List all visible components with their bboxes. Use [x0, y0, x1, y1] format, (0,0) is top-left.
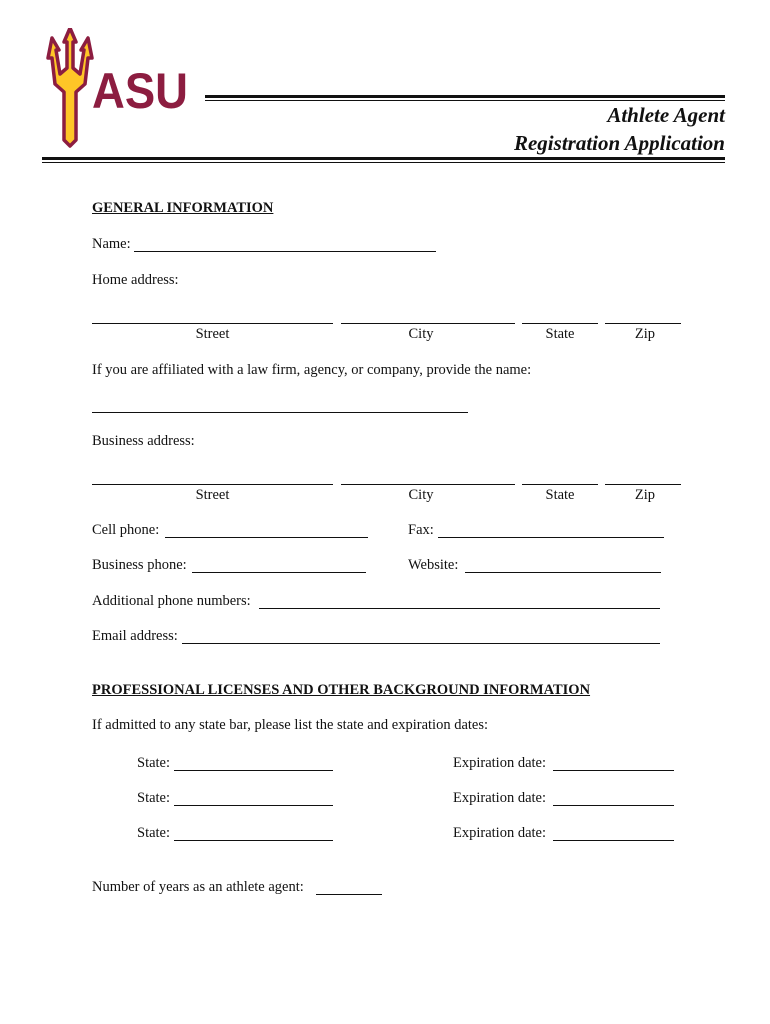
additional-phone-label: Additional phone numbers: [92, 593, 251, 609]
bar-state-field-3[interactable] [174, 840, 333, 841]
business-state-caption: State [545, 487, 575, 503]
title-line-2: Registration Application [513, 131, 725, 155]
bar-state-field-2[interactable] [174, 805, 333, 806]
business-city-caption: City [408, 487, 434, 503]
expiration-field-1[interactable] [553, 770, 674, 771]
business-zip-caption: Zip [634, 487, 656, 503]
bar-prompt: If admitted to any state bar, please list the state and expiration dates: [92, 717, 489, 733]
home-zip-field[interactable] [605, 323, 681, 324]
business-phone-label: Business phone: [92, 557, 187, 573]
home-state-caption: State [545, 326, 575, 342]
business-zip-field[interactable] [605, 484, 681, 485]
home-zip-caption: Zip [634, 326, 656, 342]
business-address-label: Business address: [92, 433, 195, 449]
asu-logo [40, 28, 190, 148]
expiration-field-2[interactable] [553, 805, 674, 806]
header-rule-bottom-thick [42, 157, 725, 160]
expiration-label-3: Expiration date: [453, 825, 547, 841]
cell-phone-field[interactable] [165, 537, 368, 538]
fax-field[interactable] [438, 537, 664, 538]
expiration-field-3[interactable] [553, 840, 674, 841]
bar-state-field-1[interactable] [174, 770, 333, 771]
header-rule-bottom-thin [42, 162, 725, 163]
header-rule-top-thin [205, 100, 725, 101]
years-field[interactable] [316, 894, 382, 895]
affiliation-field[interactable] [92, 412, 468, 413]
home-address-label: Home address: [92, 272, 179, 288]
expiration-label-2: Expiration date: [453, 790, 547, 806]
email-field[interactable] [182, 643, 660, 644]
business-city-field[interactable] [341, 484, 515, 485]
general-heading: GENERAL INFORMATION [92, 200, 274, 216]
business-phone-field[interactable] [192, 572, 366, 573]
additional-phone-field[interactable] [259, 608, 660, 609]
name-label: Name: [92, 236, 131, 252]
home-street-caption: Street [195, 326, 230, 342]
bar-state-label-2: State: [137, 790, 171, 806]
pitchfork-icon [40, 28, 190, 148]
title-line-1: Athlete Agent [607, 103, 725, 127]
business-state-field[interactable] [522, 484, 598, 485]
years-label: Number of years as an athlete agent: [92, 879, 304, 895]
home-state-field[interactable] [522, 323, 598, 324]
cell-phone-label: Cell phone: [92, 522, 160, 538]
website-field[interactable] [465, 572, 661, 573]
name-field[interactable] [134, 251, 436, 252]
header-rule-top-thick [205, 95, 725, 98]
affiliation-prompt: If you are affiliated with a law firm, agency, or company, provide the name: [92, 362, 532, 378]
bar-state-label-3: State: [137, 825, 171, 841]
fax-label: Fax: [408, 522, 434, 538]
logo-text: ASU [92, 63, 188, 119]
bar-state-label-1: State: [137, 755, 171, 771]
home-street-field[interactable] [92, 323, 333, 324]
expiration-label-1: Expiration date: [453, 755, 547, 771]
professional-heading: PROFESSIONAL LICENSES AND OTHER BACKGROUND INFORMATION [92, 682, 591, 698]
home-city-caption: City [408, 326, 434, 342]
website-label: Website: [408, 557, 459, 573]
email-label: Email address: [92, 628, 178, 644]
business-street-caption: Street [195, 487, 230, 503]
home-city-field[interactable] [341, 323, 515, 324]
business-street-field[interactable] [92, 484, 333, 485]
